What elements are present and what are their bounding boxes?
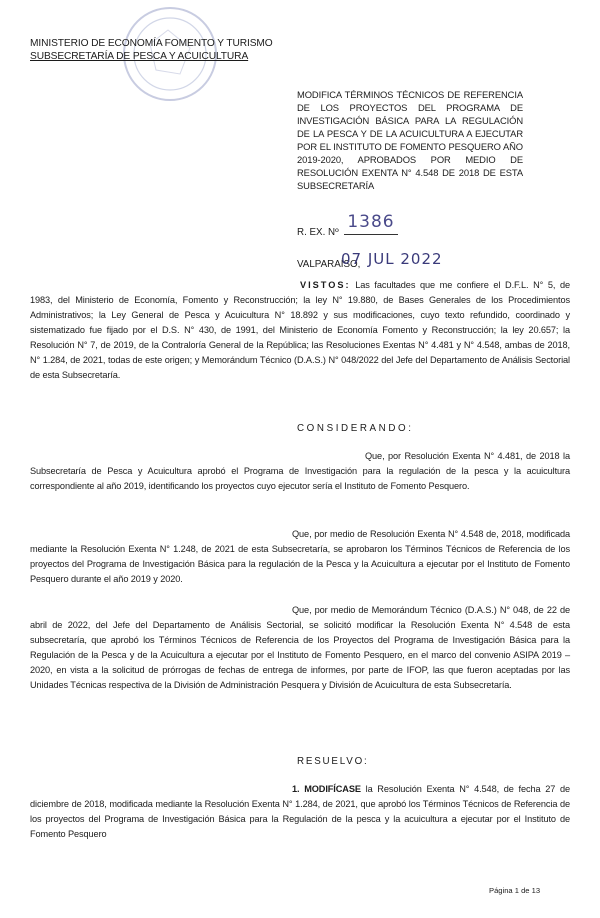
considerando-paragraph-3: Que, por medio de Memorándum Técnico (D.A.S.) N° 048, de 22 de abril de 2022, del Jefe del Departamento de Análisis Sectorial, se solicitó modificar la Resolución Exenta N° 4.548 de esta subsecretaría, que aprobó los Términos Técnicos de Referencia de los Proyectos del Programa de Investigación Básica para la Regulación de la Pesca y de la Acuicultura a ejecutar por el Instituto de Fomento Pesquero, en el marco del convenio ASIPA 2019 – 2020, en vista a la solicitud de prórrogas de fechas de entrega de informes, por parte de IFOP, las que fueron aceptadas por las Unidades Técnicas respectiva de la División de Administración Pesquera y División de Acuicultura de esta Subsecretaría. xyxy=(30,605,570,690)
considerando-paragraph-2: Que, por medio de Resolución Exenta N° 4.548 de, 2018, modificada mediante la Resolución Exenta N° 1.248, de 2021 de esta Subsecretaría, se aprobaron los Términos Técnicos de Referencia de los proyectos del Programa de Investigación Básica para la regulación de la Pesca y la Acuicultura a ejecutar por el Instituto de Fomento Pesquero durante el año 2019 y 2020. xyxy=(30,529,570,584)
resuelvo-lead: 1. MODIFÍCASE xyxy=(292,784,361,794)
vistos-paragraph xyxy=(30,278,570,383)
document-title: MODIFICA TÉRMINOS TÉCNICOS DE REFERENCIA DE LOS PROYECTOS DEL PROGRAMA DE INVESTIGACIÓN BÁSICA PARA LA REGULACIÓN DE LA PESCA Y DE LA ACUICULTURA A EJECUTAR POR EL INSTITUTO DE FOMENTO PESQUERO AÑO 2019-2020, APROBADOS POR MEDIO DE RESOLUCIÓN EXENTA N° 4.548 DE 2018 DE ESTA SUBSECRETARÍA xyxy=(297,89,523,191)
ministry-header xyxy=(30,37,273,63)
considerando-heading: CONSIDERANDO: xyxy=(297,423,414,434)
considerando-paragraph-1: Que, por Resolución Exenta N° 4.481, de 2018 la Subsecretaría de Pesca y Acuicultura aprobó el Programa de Investigación para la regulación de la pesca y la acuicultura correspondiente al año 2019, identificando los proyectos cuyo ejecutor sería el Instituto de Fomento Pesquero. xyxy=(30,451,570,491)
ministry-name: MINISTERIO DE ECONOMÍA FOMENTO Y TURISMO xyxy=(30,38,273,49)
place-label: VALPARAÍSO, xyxy=(297,259,361,270)
vistos-heading: VISTOS: xyxy=(300,280,351,290)
subsecretaria-name: SUBSECRETARÍA DE PESCA Y ACUICULTURA xyxy=(30,51,249,62)
resolution-number: 1386 xyxy=(344,212,398,235)
resolution-label: R. EX. Nº xyxy=(297,227,339,238)
resuelvo-heading: RESUELVO: xyxy=(297,756,369,767)
vistos-text: Las facultades que me confiere el D.F.L. N° 5, de 1983, del Ministerio de Economía, Fomento y Reconstrucción; la ley N° 19.880, de Bases Generales de los Procedimientos Administrativos; la Ley General de Pesca y Acuicultura N° 18.892 y sus modificaciones, cuyo texto refundido, coordinado y sistematizado fue fijado por el D.S. N° 430, de 1991, del Ministerio de Economía Fomento y Reconstrucción; la ley 20.657; la Resolución N° 7, de 2019, de la Contraloría General de la República; las Resoluciones Exentas N° 4.481 y N° 4.548, ambas de 2018, N° 1.284, de 2021, todas de este origen; y Memorándum Técnico (D.A.S.) N° 048/2022 del Jefe del Departamento de Análisis Sectorial de esta Subsecretaría. xyxy=(30,280,570,380)
resuelvo-paragraph-1 xyxy=(30,782,570,842)
resuelvo-text: la Resolución Exenta N° 4.548, de fecha 27 de diciembre de 2018, modificada mediante la Resolución Exenta N° 1.284, de 2021, que aprobó los Términos Técnicos de Referencia de los proyectos del Programa de Investigación Básica para la Regulación de la pesca y la acuicultura a ejecutar por el Instituto de Fomento Pesquero xyxy=(30,784,571,839)
resolution-date-stamp: 07 JUL 2022 xyxy=(341,250,443,268)
page-number: Página 1 de 13 xyxy=(489,886,541,895)
